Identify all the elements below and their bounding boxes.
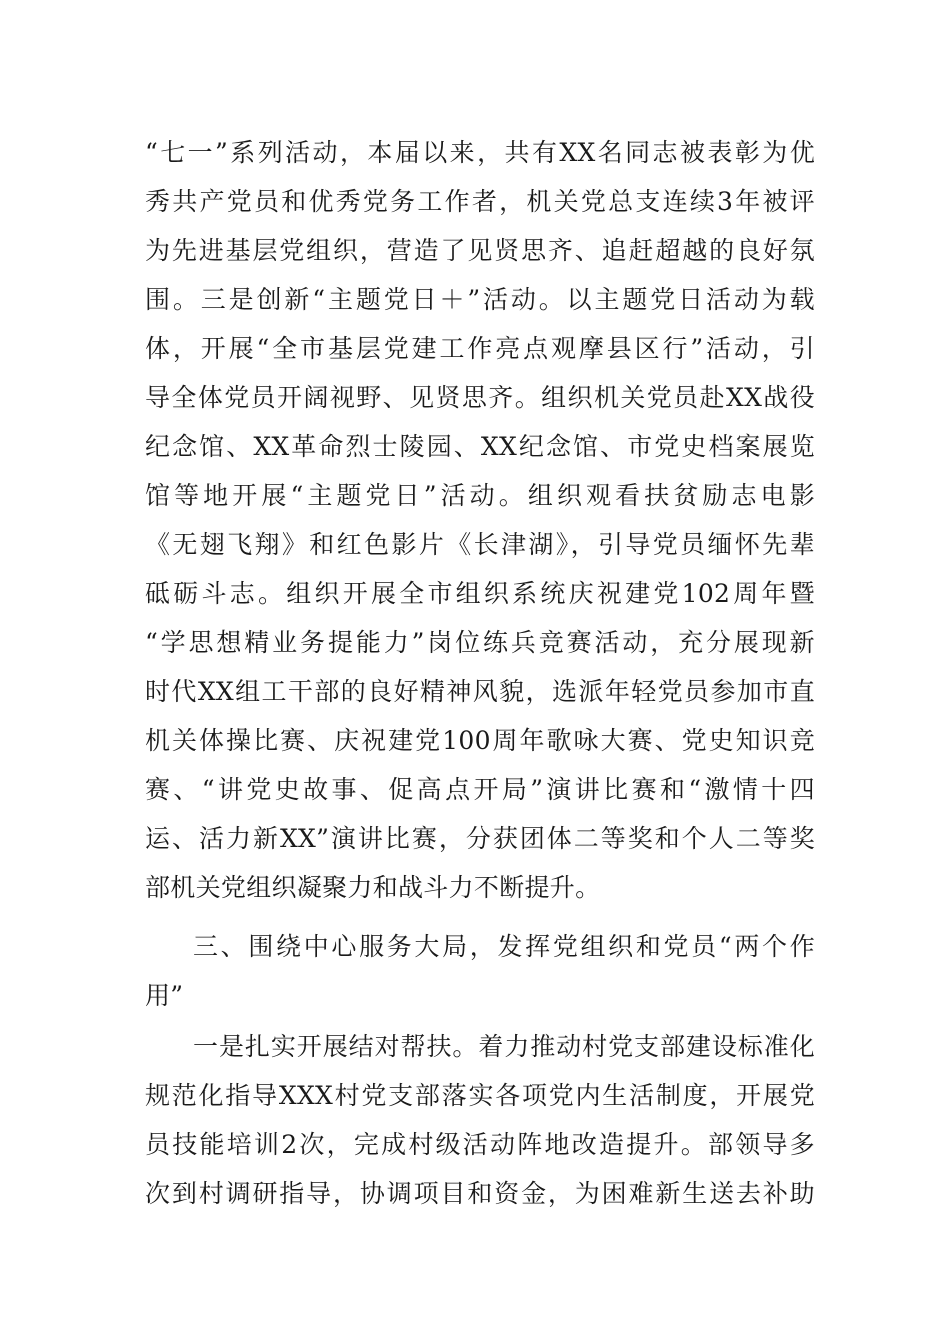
heading-line: 用” <box>145 981 184 1010</box>
text-line: 秀共产党员和优秀党务工作者，机关党总支连续3年被评 <box>145 187 815 216</box>
text-line: 部机关党组织凝聚力和战斗力不断提升。 <box>145 873 601 902</box>
text-line: “学思想精业务提能力”岗位练兵竞赛活动，充分展现新 <box>145 628 815 657</box>
text-line: 次到村调研指导，协调项目和资金，为困难新生送去补助 <box>145 1179 815 1208</box>
text-line: 围。三是创新“主题党日＋”活动。以主题党日活动为载 <box>145 285 815 314</box>
text-line: 时代XX组工干部的良好精神风貌，选派年轻党员参加市直 <box>145 677 815 706</box>
text-line: 砥砺斗志。组织开展全市组织系统庆祝建党102周年暨 <box>145 579 815 608</box>
text-line: 《无翅飞翔》和红色影片《长津湖》，引导党员缅怀先辈 <box>145 530 815 559</box>
body-paragraph-1 <box>145 128 815 912</box>
text-line: 规范化指导XXX村党支部落实各项党内生活制度，开展党 <box>145 1081 815 1110</box>
text-line: 赛、“讲党史故事、促高点开局”演讲比赛和“激情十四 <box>145 775 815 804</box>
text-line: 纪念馆、XX革命烈士陵园、XX纪念馆、市党史档案展览 <box>145 432 815 461</box>
text-line: 一是扎实开展结对帮扶。着力推动村党支部建设标准化 <box>193 1032 815 1061</box>
text-line: 为先进基层党组织，营造了见贤思齐、追赶超越的良好氛 <box>145 236 815 265</box>
text-line: “七一”系列活动，本届以来，共有XX名同志被表彰为优 <box>145 138 815 167</box>
section-heading <box>145 922 815 1020</box>
text-line: 馆等地开展“主题党日”活动。组织观看扶贫励志电影 <box>145 481 815 510</box>
text-line: 机关体操比赛、庆祝建党100周年歌咏大赛、党史知识竞 <box>145 726 815 755</box>
body-paragraph-2 <box>145 1022 815 1218</box>
text-line: 体，开展“全市基层党建工作亮点观摩县区行”活动，引 <box>145 334 815 363</box>
text-line: 员技能培训2次，完成村级活动阵地改造提升。部领导多 <box>145 1130 815 1159</box>
heading-line: 三、围绕中心服务大局，发挥党组织和党员“两个作 <box>193 932 815 961</box>
text-line: 运、活力新XX”演讲比赛，分获团体二等奖和个人二等奖 <box>145 824 815 853</box>
text-line: 导全体党员开阔视野、见贤思齐。组织机关党员赴XX战役 <box>145 383 815 412</box>
